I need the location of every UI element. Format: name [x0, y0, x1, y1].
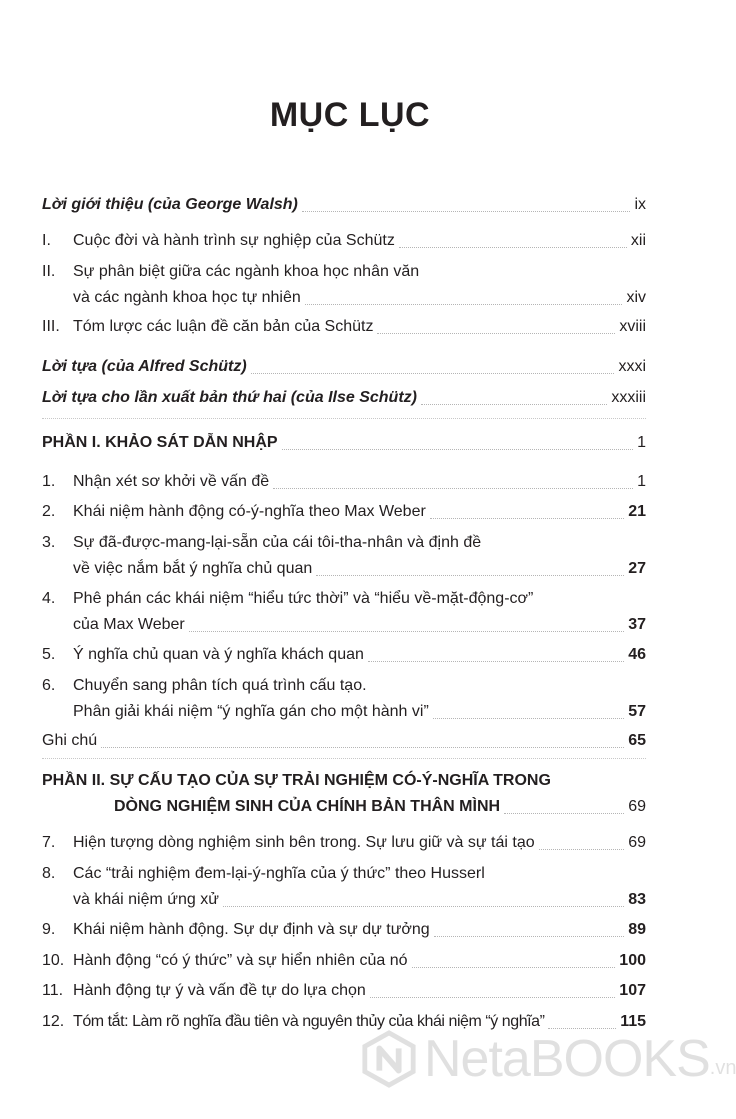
toc-part-1[interactable]	[42, 433, 646, 453]
toc-entry-number: 2.	[42, 503, 56, 520]
toc-entry-I[interactable]	[42, 231, 646, 251]
toc-entry-9[interactable]	[42, 920, 646, 940]
toc-entry-text-cont: về việc nắm bắt ý nghĩa chủ quan	[73, 560, 313, 577]
toc-entry-4[interactable]	[42, 589, 646, 635]
toc-entry-6[interactable]	[42, 676, 646, 722]
watermark	[360, 1024, 736, 1094]
toc-part-2[interactable]	[42, 771, 646, 817]
toc-entry-page: 115	[620, 1013, 646, 1030]
toc-entry-page: ix	[634, 196, 646, 213]
toc-entry-introduction[interactable]	[42, 195, 646, 215]
toc-entry-text-cont: và các ngành khoa học tự nhiên	[73, 289, 301, 306]
toc-entry-III[interactable]	[42, 317, 646, 337]
toc-entry-page: 46	[628, 646, 646, 663]
toc-entry-number: 3.	[42, 534, 56, 551]
toc-entry-text: Sự phân biệt giữa các ngành khoa học nhân văn	[73, 263, 420, 280]
toc-entry-page: 69	[628, 798, 646, 815]
toc-entry-text: Ý nghĩa chủ quan và ý nghĩa khách quan	[73, 646, 364, 663]
watermark-suffix: .vn	[709, 1057, 736, 1079]
toc-entry-text-cont: và khái niệm ứng xử	[73, 891, 219, 908]
toc-entry-8[interactable]	[42, 864, 646, 910]
toc-entry-text: Lời tựa (của Alfred Schütz)	[42, 358, 247, 375]
toc-entry-number: 4.	[42, 590, 56, 607]
toc-entry-text: Chuyển sang phân tích quá trình cấu tạo.	[73, 677, 367, 694]
netabooks-logo-icon	[360, 1030, 418, 1088]
toc-entry-text: PHẦN I. KHẢO SÁT DẪN NHẬP	[42, 434, 278, 451]
toc-entry-page: 69	[628, 834, 646, 851]
toc-entry-page: 27	[628, 560, 646, 577]
toc-entry-text-cont: Phân giải khái niệm “ý nghĩa gán cho một hành vi”	[73, 703, 429, 720]
toc-entry-text-cont: DÒNG NGHIỆM SINH CỦA CHÍNH BẢN THÂN MÌNH	[114, 798, 501, 815]
toc-entry-text: Khái niệm hành động có-ý-nghĩa theo Max Weber	[73, 503, 426, 520]
toc-entry-11[interactable]	[42, 981, 646, 1001]
toc-entry-page: 1	[637, 473, 646, 490]
page-title: MỤC LỤC	[269, 96, 431, 134]
toc-entry-number: II.	[42, 263, 56, 280]
toc-entry-page: xxxi	[618, 358, 646, 375]
toc-entry-number: 8.	[42, 865, 56, 882]
toc-entry-text: Tóm lược các luận đề căn bản của Schütz	[73, 318, 374, 335]
toc-entry-number: 5.	[42, 646, 56, 663]
toc-entry-page: xii	[630, 232, 646, 249]
toc-entry-notes[interactable]	[42, 731, 646, 751]
section-divider	[42, 418, 646, 419]
section-divider	[42, 758, 646, 759]
toc-entry-page: xiv	[626, 289, 646, 306]
toc-entry-3[interactable]	[42, 533, 646, 579]
toc-entry-second-preface[interactable]	[42, 388, 646, 408]
toc-entry-7[interactable]	[42, 833, 646, 853]
toc-entry-5[interactable]	[42, 645, 646, 665]
toc-entry-page: 107	[619, 982, 646, 999]
toc-entry-number: I.	[42, 232, 51, 249]
toc-entry-text: Lời tựa cho lần xuất bản thứ hai (của Ilse Schütz)	[42, 389, 417, 406]
watermark-brand: NetaBOOKS	[424, 1030, 710, 1088]
toc-entry-10[interactable]	[42, 951, 646, 971]
toc-entry-text: Tóm tắt: Làm rõ nghĩa đầu tiên và nguyên thủy của khái niệm “ý nghĩa”	[73, 1013, 545, 1030]
toc-entry-text: Cuộc đời và hành trình sự nghiệp của Schütz	[73, 232, 395, 249]
toc-entry-text: PHẦN II. SỰ CẤU TẠO CỦA SỰ TRẢI NGHIỆM CÓ-Ý-NGHĨA TRONG	[42, 772, 551, 789]
toc-entry-number: 7.	[42, 834, 56, 851]
toc-entry-page: 89	[628, 921, 646, 938]
toc-entry-number: 6.	[42, 677, 56, 694]
toc-entry-1[interactable]	[42, 472, 646, 492]
toc-entry-text: Ghi chú	[42, 732, 98, 749]
toc-entry-number: 9.	[42, 921, 56, 938]
toc-entry-number: 12.	[42, 1013, 65, 1030]
toc-entry-text: Hành động tự ý và vấn đề tự do lựa chọn	[73, 982, 366, 999]
toc-entry-number: 11.	[42, 982, 64, 999]
toc-entry-page: xviii	[619, 318, 646, 335]
toc-entry-text: Sự đã-được-mang-lại-sẵn của cái tôi-tha-nhân và định đề	[73, 534, 482, 551]
toc-entry-2[interactable]	[42, 502, 646, 522]
toc-entry-number: 1.	[42, 473, 56, 490]
toc-entry-number: III.	[42, 318, 60, 335]
toc-entry-text: Hành động “có ý thức” và sự hiển nhiên của nó	[73, 952, 408, 969]
toc-entry-preface[interactable]	[42, 357, 646, 377]
toc-entry-II[interactable]	[42, 262, 646, 308]
toc-entry-page: 1	[637, 434, 646, 451]
toc-entry-number: 10.	[42, 952, 65, 969]
toc-entry-page: 65	[628, 732, 646, 749]
toc-entry-text: Nhận xét sơ khởi về vấn đề	[73, 473, 270, 490]
toc-entry-text: Hiện tượng dòng nghiệm sinh bên trong. Sự lưu giữ và sự tái tạo	[73, 834, 535, 851]
toc-entry-page: xxxiii	[611, 389, 646, 406]
toc-entry-page: 83	[628, 891, 646, 908]
toc-entry-text: Các “trải nghiệm đem-lại-ý-nghĩa của ý thức” theo Husserl	[73, 865, 485, 882]
toc-entry-text: Phê phán các khái niệm “hiểu tức thời” và “hiểu về-mặt-động-cơ”	[73, 590, 534, 607]
toc-entry-page: 21	[628, 503, 646, 520]
toc-entry-page: 37	[628, 616, 646, 633]
toc-entry-text-cont: của Max Weber	[73, 616, 185, 633]
toc-entry-text: Khái niệm hành động. Sự dự định và sự dự tưởng	[73, 921, 430, 938]
toc-entry-text: Lời giới thiệu (của George Walsh)	[42, 196, 298, 213]
toc-entry-page: 100	[619, 952, 646, 969]
toc-entry-page: 57	[628, 703, 646, 720]
